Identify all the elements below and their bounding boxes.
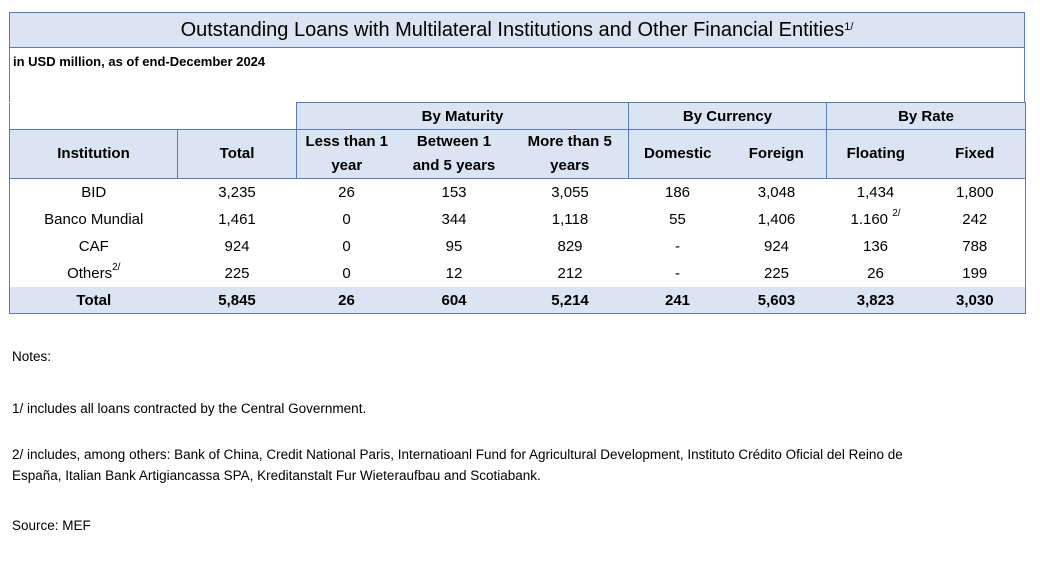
col-total: Total	[178, 130, 297, 179]
loans-report	[9, 12, 1025, 314]
col-domestic: Domestic	[629, 130, 727, 179]
note-1: 1/ includes all loans contracted by the Central Government.	[12, 401, 367, 416]
title-footnote: 1/	[844, 21, 854, 33]
group-by-maturity: By Maturity	[297, 103, 629, 130]
units-subtitle: in USD million, as of end-December 2024	[9, 48, 1025, 102]
col-between-1-and-5-years: Between 1 and 5 years	[397, 130, 512, 179]
col-less-than-1-year: Less than 1 year	[297, 130, 397, 179]
source-note: Source: MEF	[12, 518, 91, 533]
col-floating: Floating	[827, 130, 925, 179]
column-header-row	[10, 130, 1026, 179]
col-foreign: Foreign	[727, 130, 827, 179]
group-by-rate: By Rate	[827, 103, 1026, 130]
totals-row: Total 5,845 26 604 5,214 241 5,603 3,823 3,030	[10, 287, 1026, 314]
group-by-currency: By Currency	[629, 103, 827, 130]
floating-footnote: 2/	[892, 208, 901, 219]
table-row: CAF 924 0 95 829 - 924 136 788	[10, 233, 1026, 260]
group-header-row	[10, 103, 1026, 130]
table-row: BID 3,235 26 153 3,055 186 3,048 1,434 1,800	[10, 179, 1026, 207]
table-title	[9, 12, 1025, 48]
col-institution: Institution	[10, 130, 178, 179]
title-text: Outstanding Loans with Multilateral Institutions and Other Financial Entities	[180, 18, 845, 41]
col-fixed: Fixed	[925, 130, 1026, 179]
table-row: Others$^{2/}$ 225 0 12 212 - 225 26 199	[10, 260, 1026, 287]
institution-footnote: 2/	[112, 262, 121, 273]
notes-heading: Notes:	[12, 349, 52, 364]
loans-table	[9, 102, 1026, 314]
note-2-line-2: España, Italian Bank Artigiancassa SPA, Kreditanstalt Fur Wieteraufbau and Scotiabank.	[12, 468, 541, 483]
col-more-than-5-years: More than 5 years	[512, 130, 629, 179]
table-row: Banco Mundial 1,461 0 344 1,118 55 1,406 1.160 $^{2/}$ 242	[10, 206, 1026, 233]
note-2-line-1: 2/ includes, among others: Bank of China, Credit National Paris, Internatioanl Fund for Agricultural Development, Instituto Crédito Oficial del Reino de	[12, 447, 903, 462]
